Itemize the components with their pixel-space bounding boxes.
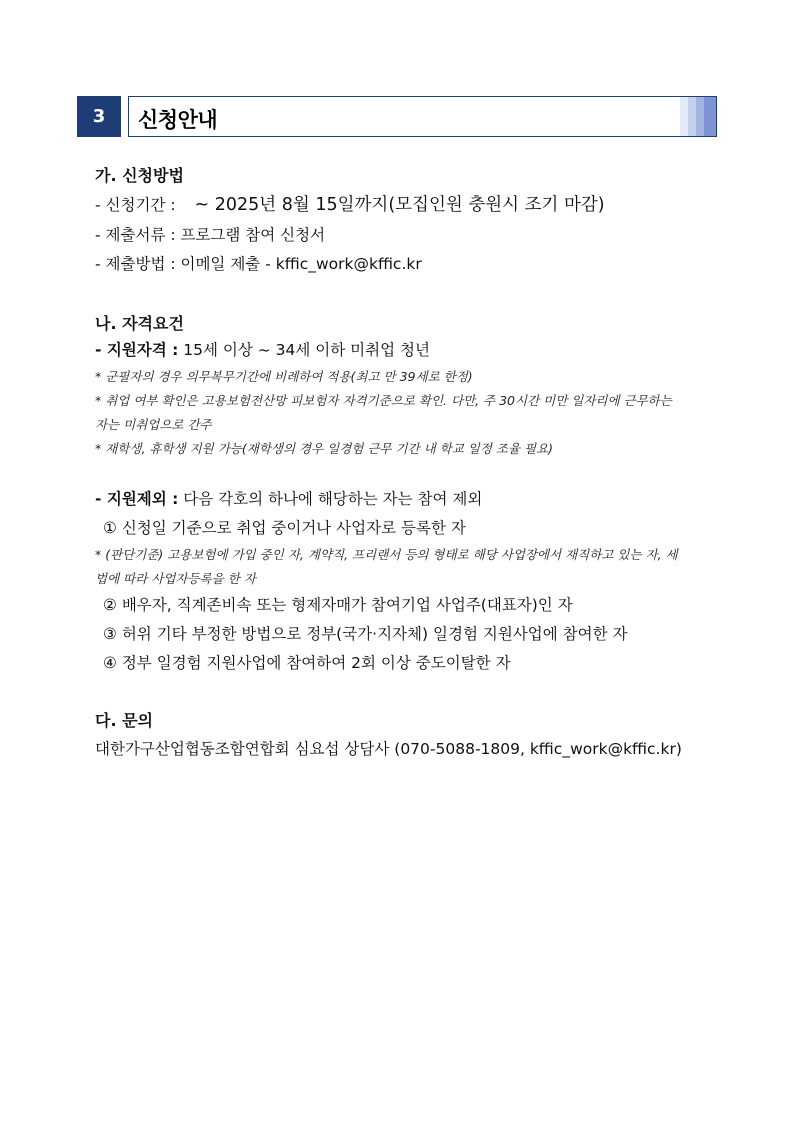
exclusion-item-1: ① 신청일 기준으로 취업 중이거나 사업자로 등록한 자: [103, 519, 466, 537]
heading-eligibility: 나. 자격요건: [95, 314, 184, 333]
decor-stripe: [680, 97, 688, 136]
note-military: * 군필자의 경우 의무복무기간에 비례하여 적용(최고 만 39세로 한정): [95, 369, 473, 384]
exclusion-item-4: ④ 정부 일경험 지원사업에 참여하여 2회 이상 중도이탈한 자: [103, 654, 511, 672]
exclusion-item-2: ② 배우자, 직계존비속 또는 형제자매가 참여기업 사업주(대표자)인 자: [103, 596, 573, 614]
eligibility-value: 15세 이상 ~ 34세 이하 미취업 청년: [183, 341, 430, 359]
heading-inquiry: 다. 문의: [95, 711, 154, 730]
section-title: 신청안내: [138, 108, 218, 132]
apply-period: [95, 191, 605, 216]
exclusion-item-3: ③ 허위 기타 부정한 방법으로 정부(국가·지자체) 일경험 지원사업에 참여한 자: [103, 625, 628, 643]
apply-period-value: ~ 2025년 8월 15일까지(모집인원 충원시 조기 마감): [194, 195, 605, 215]
submit-docs: - 제출서류 : 프로그램 참여 신청서: [95, 226, 326, 244]
section-number: 3: [77, 96, 121, 137]
decor-stripe: [696, 97, 704, 136]
decor-stripe: [688, 97, 696, 136]
exclusion: [95, 487, 482, 509]
note-criteria-a: * (판단기준) 고용보험에 가입 중인 자, 계약직, 프리랜서 등의 형태로 해당 사업장에서 재직하고 있는 자, 세: [95, 547, 678, 562]
submit-method: - 제출방법 : 이메일 제출 - kffic_work@kffic.kr: [95, 255, 422, 273]
apply-period-label: - 신청기간 :: [95, 196, 176, 214]
note-employment-b: 자는 미취업으로 간주: [95, 417, 212, 432]
note-employment-a: * 취업 여부 확인은 고용보험전산망 피보험자 자격기준으로 확인. 다만, 주 30시간 미만 일자리에 근무하는: [95, 393, 672, 408]
section-title-box: [128, 96, 717, 137]
exclusion-label: - 지원제외 :: [95, 490, 179, 508]
decor-stripe: [704, 97, 716, 136]
eligibility: [95, 338, 430, 360]
heading-apply-method: 가. 신청방법: [95, 166, 184, 185]
section-header: [77, 96, 717, 137]
eligibility-label: - 지원자격 :: [95, 341, 179, 359]
note-criteria-b: 법에 따라 사업자등록을 한 자: [95, 571, 256, 586]
exclusion-value: 다음 각호의 하나에 해당하는 자는 참여 제외: [183, 490, 483, 508]
note-students: * 재학생, 휴학생 지원 가능(재학생의 경우 일경험 근무 기간 내 학교 일정 조율 필요): [95, 441, 554, 456]
contact-info: 대한가구산업협동조합연합회 심요섭 상담사 (070-5088-1809, kffic_work@kffic.kr): [95, 740, 682, 758]
